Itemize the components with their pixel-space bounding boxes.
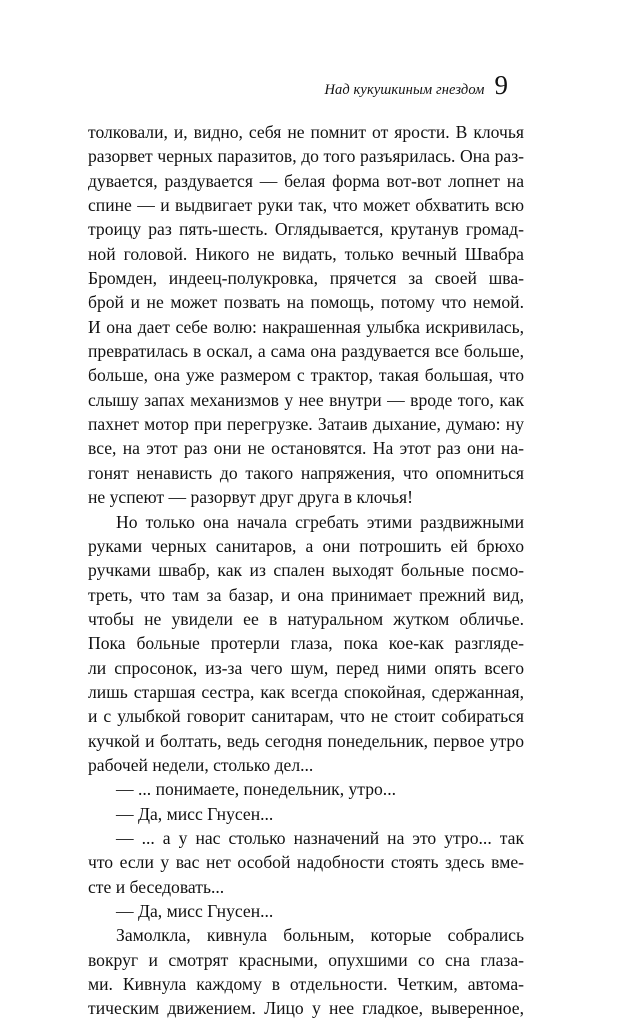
page-number: 9 (494, 70, 508, 100)
text-line: Замолкла, кивнула больным, которые собрались (116, 925, 524, 946)
text-line: что если у вас нет особой надобности стоять здесь вме- (88, 852, 524, 873)
text-line: троицу раз пять-шесть. Оглядывается, крутанув громад- (88, 219, 524, 240)
text-line: кучкой и болтать, ведь сегодня понедельник, первое утро (88, 730, 524, 751)
running-header (324, 72, 508, 99)
text-line: — Да, мисс Гнусен... (116, 803, 274, 824)
text-line: ручками швабр, как из спален выходят больные посмо- (88, 560, 524, 581)
text-line: спине — и выдвигает руки так, что может обхватить всю (88, 195, 524, 216)
text-line: лишь старшая сестра, как всегда спокойная, сдержанная, (88, 681, 524, 702)
running-title: Над кукушкиным гнездом (324, 82, 485, 98)
text-line: ной головой. Никого не видать, только вечный Швабра (88, 243, 524, 264)
text-line: превратилась в оскал, а сама она раздувается все больше, (88, 341, 524, 362)
text-line: Бромден, индеец-полукровка, прячется за своей шва- (88, 268, 524, 289)
text-line: — Да, мисс Гнусен... (116, 901, 274, 921)
text-line: ли спросонок, из-за чего шум, перед ними опять всего (88, 657, 524, 678)
text-line: треть, что там за базар, и она принимает прежний вид, (88, 584, 524, 605)
text-line: не успеют — разорвут друг друга в клочья! (88, 487, 413, 508)
text-line: пахнет мотор при перегрузке. Затаив дыхание, думаю: ну (88, 414, 524, 435)
text-line: руками черных санитаров, а они потрошить ей брюхо (88, 535, 524, 556)
text-line: И она дает себе волю: накрашенная улыбка искривилась, (88, 316, 524, 337)
text-line: ми. Кивнула каждому в отдельности. Четким, автома- (88, 974, 524, 995)
text-line: тическим движением. Лицо у нее гладкое, выверенное, (88, 998, 524, 1019)
text-line: Но только она начала сгребать этими раздвижными (116, 511, 524, 532)
text-line: и с улыбкой говорит санитарам, что не стоит собираться (88, 706, 524, 727)
text-line: вокруг и смотрят красными, опухшими со сна глаза- (88, 949, 524, 970)
body-text (88, 120, 524, 1021)
text-line: слышу запах механизмов у нее внутри — вроде того, как (88, 389, 524, 410)
text-line: толковали, и, видно, себя не помнит от ярости. В клочья (88, 122, 524, 142)
text-line: больше, она уже размером с трактор, такая большая, что (88, 365, 524, 386)
text-line: — ... понимаете, понедельник, утро... (116, 779, 396, 800)
text-line: Пока больные протерли глаза, пока кое-как разгляде- (88, 633, 524, 654)
text-line: — ... а у нас столько назначений на это утро... так (116, 827, 524, 848)
text-line: разорвет черных паразитов, до того разъярилась. Она раз- (88, 146, 524, 167)
text-line: чтобы не увидели ее в натуральном жутком обличье. (88, 608, 524, 629)
text-line: все, на этот раз они не остановятся. На этот раз они на- (88, 438, 524, 459)
text-line: дувается, раздувается — белая форма вот-вот лопнет на (88, 170, 524, 191)
text-line: гонят ненависть до такого напряжения, что опомниться (88, 462, 524, 483)
text-line: сте и беседовать... (88, 876, 225, 897)
text-line: брой и не может позвать на помощь, потому что немой. (88, 292, 524, 313)
text-line: рабочей недели, столько дел... (88, 754, 314, 775)
